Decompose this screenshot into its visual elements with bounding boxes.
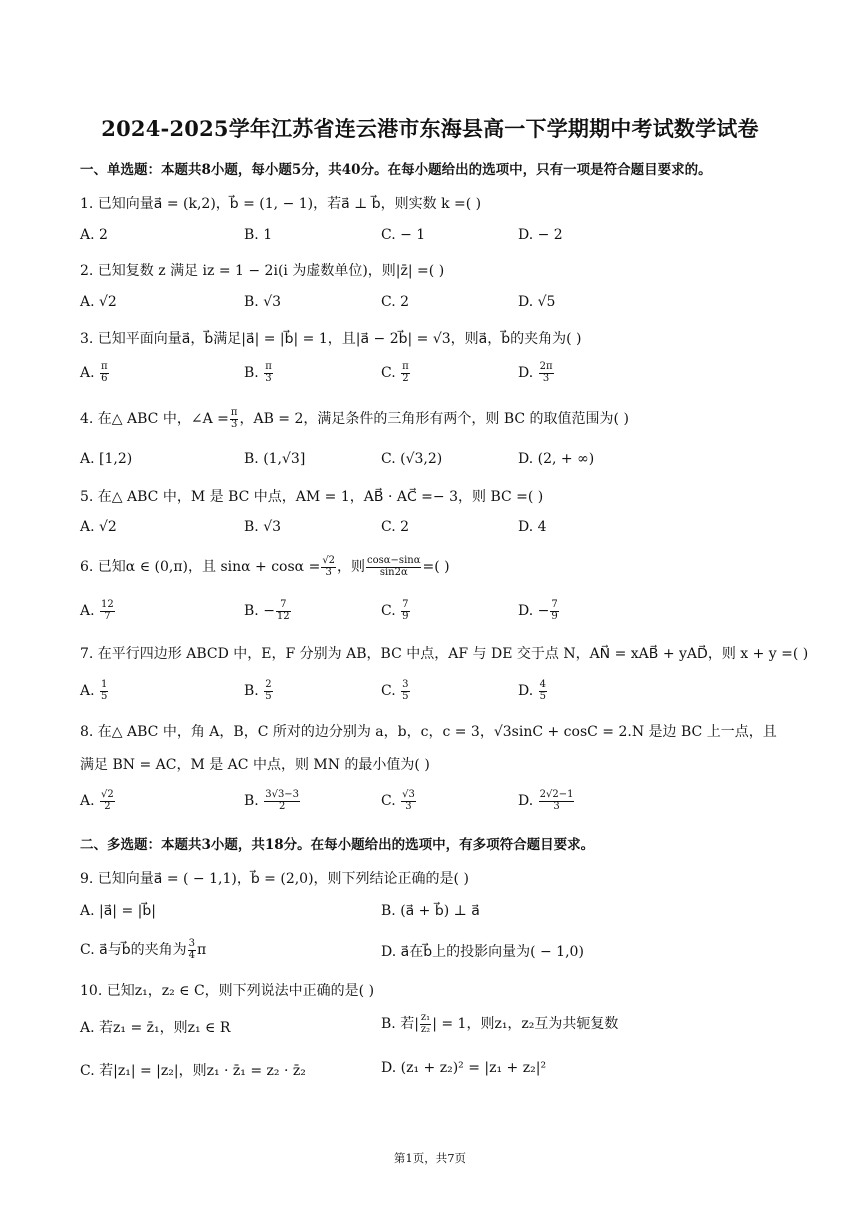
question-8-option-b: B. $\frac{3√3-3}{2}$	[244, 789, 300, 812]
fraction: $\frac{2\pi}{3}$	[539, 361, 553, 384]
question-1-option-a: A. 2	[80, 227, 108, 243]
question-5-option-d: D. 4	[518, 519, 547, 535]
question-2-option-c: C. 2	[381, 294, 410, 310]
question-10-option-c: C. 若|z₁| = |z₂|，则z₁ · z̄₁ = z₂ · z̄₂	[80, 1063, 306, 1079]
question-10-option-b: B. 若| $\frac{\text{z₁}}{\text{z₂}}$ | = 1，则z₁，z₂互为共轭复数	[381, 1012, 619, 1035]
question-3-option-d	[518, 362, 555, 384]
question-1-option-b: B. 1	[244, 227, 273, 243]
fraction: $\frac{12}{7}$	[101, 599, 114, 622]
question-6-stem: 6. 已知α ∈ (0,π)，且 sinα + cosα = $\frac{√2}{3}$ ，则 $\frac{\cos\alpha-\sin\alpha}{\sin 2\alpha}$ =( )	[80, 555, 450, 578]
question-7-option-d: D. $\frac{4}{5}$	[518, 679, 547, 702]
question-6-option-c: C. $\frac{7}{9}$	[381, 599, 409, 622]
fraction: $\frac{7}{12}$	[276, 599, 290, 622]
question-3-option-a	[80, 362, 110, 384]
question-2-option-b: B. √3	[244, 294, 282, 310]
option-label: D.	[518, 365, 538, 381]
fraction: $\frac{\cos\alpha-\sin\alpha}{\sin 2\alpha}$	[367, 555, 421, 578]
fraction: $\frac{√2}{2}$	[101, 789, 114, 812]
question-10-stem: 10. 已知z₁，z₂ ∈ C，则下列说法中正确的是( )	[80, 983, 375, 999]
fraction: $\frac{7}{9}$	[551, 599, 558, 622]
question-1-option-d: D. − 2	[518, 227, 563, 243]
question-9-option-b: B. (a⃗ + b⃗) ⊥ a⃗	[381, 903, 480, 919]
fraction: $\frac{1}{5}$	[101, 679, 108, 702]
option-label: A.	[80, 365, 100, 381]
question-3-stem: 3. 已知平面向量a⃗，b⃗满足|a⃗| = |b⃗| = 1，且|a⃗ − 2b⃗| = √3，则a⃗，b⃗的夹角为( )	[80, 331, 582, 347]
fraction: $\frac{3}{5}$	[402, 679, 409, 702]
fraction: $\frac{2√2-1}{3}$	[539, 789, 574, 812]
question-8-option-a: A. $\frac{√2}{2}$	[80, 789, 114, 812]
fraction: $\frac{4}{5}$	[539, 679, 547, 702]
fraction: $\frac{\pi}{3}$	[265, 361, 272, 384]
question-2-stem: 2. 已知复数 z 满足 iz = 1 − 2i(i 为虚数单位)，则|z̄| =( )	[80, 263, 445, 279]
question-5-stem: 5. 在△ ABC 中，M 是 BC 中点，AM = 1，AB⃗ · AC⃗ =− 3，则 BC =( )	[80, 489, 544, 505]
question-5-option-a: A. √2	[80, 519, 117, 535]
fraction: $\frac{√3}{3}$	[402, 789, 415, 812]
fraction: $\frac{3√3-3}{2}$	[265, 789, 300, 812]
section-multi-choice-header: 二、多选题：本题共3小题，共18分。在每小题给出的选项中，有多项符合题目要求。	[80, 837, 595, 853]
question-6-option-d: D. − $\frac{7}{9}$	[518, 599, 558, 622]
question-2-option-a: A. √2	[80, 294, 117, 310]
question-1-stem: 1. 已知向量a⃗ = (k,2)，b⃗ = (1, − 1)，若a⃗ ⊥ b⃗，则实数 k =( )	[80, 196, 482, 212]
question-7-option-a: A. $\frac{1}{5}$	[80, 679, 108, 702]
question-6-option-a: A. $\frac{12}{7}$	[80, 599, 114, 622]
question-7-option-b: B. $\frac{2}{5}$	[244, 679, 272, 702]
question-7-stem: 7. 在平行四边形 ABCD 中，E，F 分别为 AB，BC 中点，AF 与 DE 交于点 N，AN⃗ = xAB⃗ + yAD⃗，则 x + y =( )	[80, 646, 809, 662]
question-8-stem-line-1: 8. 在△ ABC 中，角 A，B，C 所对的边分别为 a，b，c，c = 3，√3sinC + cosC = 2.N 是边 BC 上一点，且	[80, 724, 777, 740]
option-label: C.	[381, 365, 401, 381]
question-9-option-a: A. |a⃗| = |b⃗|	[80, 903, 156, 919]
question-3-option-c	[381, 362, 411, 384]
fraction: $\frac{\pi}{6}$	[101, 361, 108, 384]
page-footer: 第1页，共7页	[393, 1151, 467, 1165]
fraction: $\frac{2}{5}$	[265, 679, 272, 702]
fraction: $\frac{\pi}{3}$	[230, 407, 238, 430]
question-4-option-c: C. (√3,2)	[381, 451, 443, 467]
option-label: B.	[244, 365, 264, 381]
question-4-option-b: B. (1,√3]	[244, 451, 306, 467]
question-6-option-b: B. − $\frac{7}{12}$	[244, 599, 290, 622]
question-3-option-b	[244, 362, 274, 384]
fraction: $\frac{3}{4}$	[188, 938, 195, 961]
fraction: $\frac{√2}{3}$	[322, 555, 336, 578]
question-4-option-a: A. [1,2)	[80, 451, 133, 467]
fraction: $\frac{\pi}{2}$	[402, 361, 409, 384]
fraction: $\frac{7}{9}$	[402, 599, 409, 622]
section-single-choice-header: 一、单选题：本题共8小题，每小题5分，共40分。在每小题给出的选项中，只有一项是符合题目要求的。	[80, 162, 712, 178]
question-7-option-c: C. $\frac{3}{5}$	[381, 679, 409, 702]
question-5-option-c: C. 2	[381, 519, 410, 535]
question-5-option-b: B. √3	[244, 519, 282, 535]
question-9-stem: 9. 已知向量a⃗ = ( − 1,1)，b⃗ = (2,0)，则下列结论正确的是( )	[80, 871, 469, 887]
question-10-option-a: A. 若z₁ = z̄₁，则z₁ ∈ R	[80, 1020, 231, 1036]
question-4-option-d: D. (2, + ∞)	[518, 451, 595, 467]
question-8-stem-line-2: 满足 BN = AC，M 是 AC 中点，则 MN 的最小值为( )	[80, 757, 430, 773]
fraction: $\frac{\text{z₁}}{\text{z₂}}$	[420, 1012, 431, 1035]
page-title: 2024-2025学年江苏省连云港市东海县高一下学期期中考试数学试卷	[101, 116, 759, 141]
question-8-option-d: D. $\frac{2√2-1}{3}$	[518, 789, 574, 812]
question-4-stem: 4. 在△ ABC 中，∠A = $\frac{\pi}{3}$ ，AB = 2，满足条件的三角形有两个，则 BC 的取值范围为( )	[80, 407, 629, 430]
question-8-option-c: C. $\frac{√3}{3}$	[381, 789, 415, 812]
question-9-option-c: C. a⃗与b⃗的夹角为 $\frac{3}{4}$ π	[80, 938, 207, 961]
question-1-option-c: C. − 1	[381, 227, 426, 243]
question-10-option-d: D. (z₁ + z₂)² = |z₁ + z₂|²	[381, 1060, 547, 1076]
question-2-option-d: D. √5	[518, 294, 556, 310]
question-9-option-d: D. a⃗在b⃗上的投影向量为( − 1,0)	[381, 944, 584, 960]
